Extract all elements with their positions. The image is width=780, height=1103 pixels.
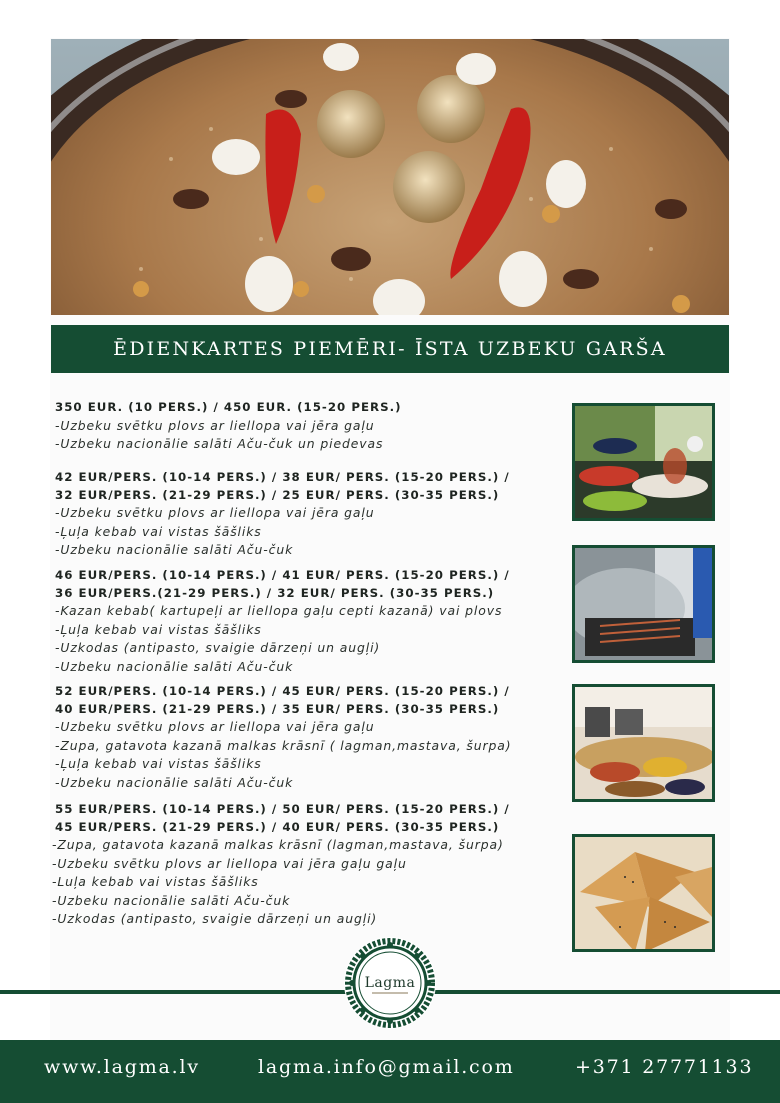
menu-item: -Uzbeku nacionālie salāti Aču-čuk — [55, 774, 294, 790]
menu-item: -Uzbeku svētku plovs ar liellopa vai jēra gaļu gaļu — [52, 855, 407, 871]
title-banner — [51, 325, 729, 373]
menu-item: -Zupa, gatavota kazanā malkas krāsnī ( lagman,mastava, šurpa) — [55, 737, 512, 753]
menu-item: -Uzkodas (antipasto, svaigie dārzeņi un augļi) — [55, 640, 381, 655]
price-line: 46 EUR/PERS. (10-14 PERS.) / 41 EUR/ PERS. (15-20 PERS.) / — [55, 568, 510, 582]
website-link[interactable]: www.lagma.lv — [44, 1056, 200, 1078]
menu-option — [55, 399, 555, 454]
menu-option — [52, 801, 552, 929]
page-title: ĒDIENKARTES PIEMĒRI- ĪSTA UZBEKU GARŠA — [113, 338, 667, 360]
photo-fruit-buffet — [572, 403, 715, 521]
contact-footer — [0, 1040, 780, 1103]
menu-item: -Uzbeku svētku plovs ar liellopa vai jēra gaļu — [55, 505, 375, 520]
menu-item: -Kazan kebab( kartupeļi ar liellopa gaļu cepti kazanā) vai plovs — [55, 603, 503, 618]
menu-option — [55, 567, 555, 676]
phone-link[interactable]: +371 27771133 — [575, 1056, 754, 1078]
price-line: 55 EUR/PERS. (10-14 PERS.) / 50 EUR/ PERS. (15-20 PERS.) / — [55, 802, 510, 816]
menu-item: -Uzbeku nacionālie salāti Aču-čuk — [52, 892, 291, 908]
logo-text: Lagma — [364, 975, 416, 991]
price-line: 350 EUR. (10 PERS.) / 450 EUR. (15-20 PERS.) — [55, 400, 402, 414]
menu-option — [55, 683, 555, 792]
menu-item: -Uzkodas (antipasto, svaigie dārzeņi un augļi) — [52, 911, 378, 926]
lagma-logo — [344, 937, 436, 1029]
menu-item: -Uzbeku nacionālie salāti Aču-čuk — [55, 658, 294, 674]
menu-item: -Zupa, gatavota kazanā malkas krāsnī (lagman,mastava, šurpa) — [52, 837, 504, 852]
menu-item: -Ļuļa kebab vai vistas šāšliks — [55, 621, 262, 637]
hero-plov-image — [51, 39, 729, 315]
menu-item: -Luļa kebab vai vistas šāšliks — [52, 874, 259, 889]
price-line: 45 EUR/PERS. (21-29 PERS.) / 40 EUR/ PERS. (30-35 PERS.) — [55, 819, 500, 834]
price-line: 32 EUR/PERS. (21-29 PERS.) / 25 EUR/ PERS. (30-35 PERS.) — [55, 487, 500, 502]
menu-item: -Uzbeku svētku plovs ar liellopa vai jēra gaļu — [55, 719, 375, 734]
price-line: 52 EUR/PERS. (10-14 PERS.) / 45 EUR/ PERS. (15-20 PERS.) / — [55, 684, 510, 698]
menu-item: -Ļuļa kebab vai vistas šāšliks — [55, 523, 262, 539]
photo-grill — [572, 545, 715, 663]
photo-banquet-table — [572, 684, 715, 802]
menu-item: -Uzbeku svētku plovs ar liellopa vai jēra gaļu — [55, 417, 375, 433]
photo-samsa-pastries — [572, 834, 715, 952]
menu-item: -Uzbeku nacionālie salāti Aču-čuk un piedevas — [55, 436, 384, 451]
price-line: 36 EUR/PERS.(21-29 PERS.) / 32 EUR/ PERS. (30-35 PERS.) — [55, 585, 495, 600]
price-line: 40 EUR/PERS. (21-29 PERS.) / 35 EUR/ PERS. (30-35 PERS.) — [55, 701, 500, 716]
email-link[interactable]: lagma.info@gmail.com — [258, 1056, 515, 1078]
menu-item: -Uzbeku nacionālie salāti Aču-čuk — [55, 542, 294, 557]
menu-option — [55, 469, 555, 560]
menu-item: -Ļuļa kebab vai vistas šāšliks — [55, 756, 262, 771]
price-line: 42 EUR/PERS. (10-14 PERS.) / 38 EUR/ PERS. (15-20 PERS.) / — [55, 470, 510, 484]
